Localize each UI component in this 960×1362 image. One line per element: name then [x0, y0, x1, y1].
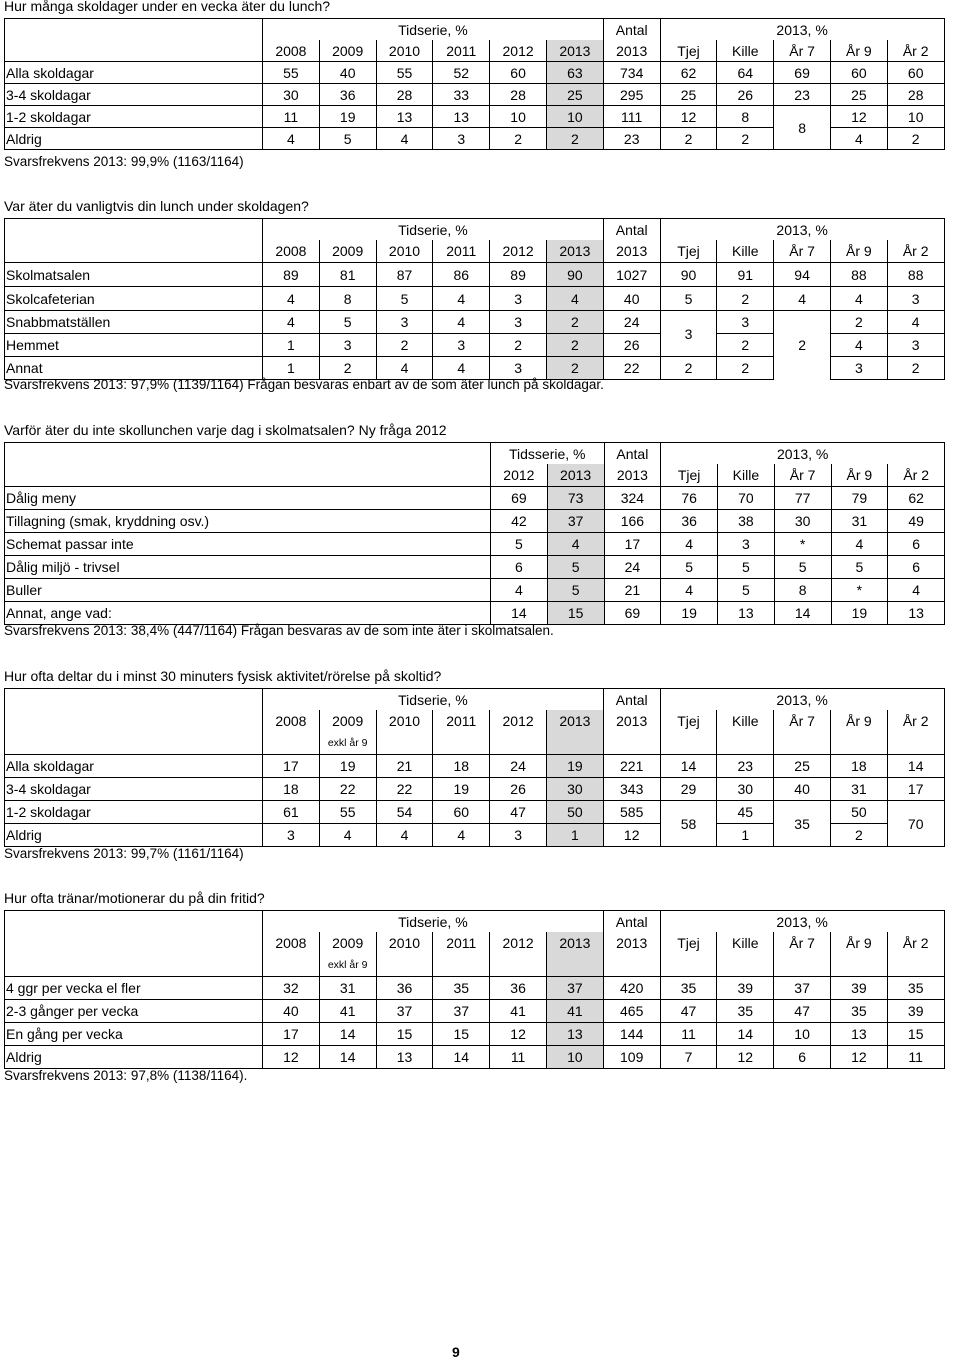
header-count: Antal — [603, 19, 660, 41]
header-year: 2013, % — [661, 443, 945, 465]
table-row: Dålig miljö - trivsel 6 5 24 5 5 5 5 6 — [5, 556, 945, 579]
header-series: Tidsserie, % — [491, 443, 605, 465]
table-row: En gång per vecka 17 14 15 15 12 13 144 11 14 10 13 15 — [5, 1023, 945, 1046]
table-row: Schemat passar inte 5 4 17 4 3 * 4 6 — [5, 533, 945, 556]
header-count: Antal — [604, 443, 661, 465]
s3-response-rate: Svarsfrekvens 2013: 38,4% (447/1164) Frågan besvaras av de som inte äter i skolmatsalen. — [4, 623, 554, 638]
table-row: Skolcafeterian 4 8 5 4 3 4 40 5 2 4 4 3 — [5, 287, 945, 311]
header-series: Tidserie, % — [263, 689, 604, 711]
table-row: Aldrig 12 14 13 14 11 10 109 7 12 6 12 11 — [5, 1046, 945, 1069]
s3-table: Tidsserie, % Antal 2013, % 2012 2013 2013 Tjej Kille År 7 År 9 År 2 Dålig meny 69 73 324 76 70 77 79 62 Tillagning (smak, kryddning osv.) 42 37 166 36 38 30 31 49 Schemat passar inte 5 4 17 4 3 * 4 6 Dålig miljö - trivsel 6 5 24 5 5 5 5 6 Buller 4 5 21 4 5 8 * 4 Annat, ange vad: 14 15 69 19 13 14 19 13 — [4, 442, 945, 625]
table-row: 1-2 skoldagar 61 55 54 60 47 50 585 58 45 35 50 70 — [5, 801, 945, 824]
header-year: 2013, % — [660, 689, 944, 711]
header-series: Tidserie, % — [263, 219, 604, 241]
table-row: 3-4 skoldagar 30 36 28 33 28 25 295 25 26 23 25 28 — [5, 84, 945, 106]
table-row: Tillagning (smak, kryddning osv.) 42 37 166 36 38 30 31 49 — [5, 510, 945, 533]
table-row: Dålig meny 69 73 324 76 70 77 79 62 — [5, 487, 945, 510]
s2-table: Tidserie, % Antal 2013, % 2008 2009 2010 2011 2012 2013 2013 Tjej Kille År 7 År 9 År 2 Skolmatsalen 89 81 87 86 89 90 1027 90 91 94 88 88 Skolcafeterian 4 8 5 4 3 4 40 5 2 4 4 3 Snabbmatställen 4 5 3 4 3 2 24 3 3 2 2 4 Hemmet 1 3 2 3 2 2 26 2 4 3 Annat 1 2 4 4 3 2 22 2 2 3 2 — [4, 218, 945, 380]
header-count: Antal — [603, 911, 660, 933]
table-row: Alla skoldagar 55 40 55 52 60 63 734 62 64 69 60 60 — [5, 62, 945, 84]
s2-response-rate: Svarsfrekvens 2013: 97,9% (1139/1164) Frågan besvaras enbart av de som äter lunch på skoldagar. — [4, 377, 604, 392]
table-row: Aldrig 3 4 4 4 3 1 12 1 2 — [5, 824, 945, 847]
excl-year9-note: exkl år 9 — [319, 954, 376, 977]
table-row: Annat, ange vad: 14 15 69 19 13 14 19 13 — [5, 602, 945, 625]
header-series: Tidserie, % — [263, 19, 604, 41]
table-row: Annat 1 2 4 4 3 2 22 2 2 3 2 — [5, 357, 945, 380]
table-row: 2-3 gånger per vecka 40 41 37 37 41 41 465 47 35 47 35 39 — [5, 1000, 945, 1023]
table-row: Aldrig 4 5 4 3 2 2 23 2 2 4 2 — [5, 128, 945, 150]
header-series: Tidserie, % — [263, 911, 604, 933]
s1-response-rate: Svarsfrekvens 2013: 99,9% (1163/1164) — [4, 154, 244, 169]
excl-year9-note: exkl år 9 — [319, 732, 376, 755]
s2-question: Var äter du vanligtvis din lunch under skoldagen? — [4, 198, 309, 214]
table-row: Buller 4 5 21 4 5 8 * 4 — [5, 579, 945, 602]
table-row: Hemmet 1 3 2 3 2 2 26 2 4 3 — [5, 334, 945, 357]
table-row: Alla skoldagar 17 19 21 18 24 19 221 14 23 25 18 14 — [5, 755, 945, 778]
table-row: Snabbmatställen 4 5 3 4 3 2 24 3 3 2 2 4 — [5, 311, 945, 334]
table-row: Skolmatsalen 89 81 87 86 89 90 1027 90 91 94 88 88 — [5, 263, 945, 287]
s1-table: Tidserie, % Antal 2013, % 2008 2009 2010 2011 2012 2013 2013 Tjej Kille År 7 År 9 År 2 Alla skoldagar 55 40 55 52 60 63 734 62 64 69 60 60 3-4 skoldagar 30 36 28 33 28 25 295 25 26 23 25 28 1-2 skoldagar 11 19 13 13 10 10 111 12 8 8 12 10 Aldrig 4 5 4 3 2 2 23 2 2 4 2 — [4, 18, 945, 150]
header-count: Antal — [603, 689, 660, 711]
s5-table: Tidserie, % Antal 2013, % 2008 2009 2010 2011 2012 2013 2013 Tjej Kille År 7 År 9 År 2 exkl år 9 4 ggr per vecka el fler 32 31 36 35 36 37 420 35 39 37 39 35 2-3 gånger per vecka 40 41 37 37 41 41 465 47 35 47 35 39 En gång per vecka 17 14 15 15 12 13 144 11 14 10 13 15 Aldrig 12 14 13 14 11 10 109 7 12 6 12 11 — [4, 910, 945, 1069]
table-row: 3-4 skoldagar 18 22 22 19 26 30 343 29 30 40 31 17 — [5, 778, 945, 801]
header-year: 2013, % — [660, 219, 944, 241]
header-count: Antal — [603, 219, 660, 241]
s5-response-rate: Svarsfrekvens 2013: 97,8% (1138/1164). — [4, 1068, 248, 1083]
s1-question: Hur många skoldager under en vecka äter du lunch? — [4, 0, 331, 14]
table-row: 1-2 skoldagar 11 19 13 13 10 10 111 12 8 8 12 10 — [5, 106, 945, 128]
header-year: 2013, % — [660, 911, 944, 933]
header-year: 2013, % — [660, 19, 944, 41]
s4-response-rate: Svarsfrekvens 2013: 99,7% (1161/1164) — [4, 846, 244, 861]
s3-question: Varför äter du inte skollunchen varje dag i skolmatsalen? Ny fråga 2012 — [4, 422, 447, 438]
s4-table: Tidserie, % Antal 2013, % 2008 2009 2010 2011 2012 2013 2013 Tjej Kille År 7 År 9 År 2 exkl år 9 Alla skoldagar 17 19 21 18 24 19 221 14 23 25 18 14 3-4 skoldagar 18 22 22 19 26 30 343 29 30 40 31 17 1-2 skoldagar 61 55 54 60 47 50 585 58 45 35 50 70 Aldrig 3 4 4 4 3 1 12 1 2 — [4, 688, 945, 847]
page-number: 9 — [452, 1344, 460, 1360]
s4-question: Hur ofta deltar du i minst 30 minuters fysisk aktivitet/rörelse på skoltid? — [4, 668, 442, 684]
s5-question: Hur ofta tränar/motionerar du på din fritid? — [4, 890, 265, 906]
table-row: 4 ggr per vecka el fler 32 31 36 35 36 37 420 35 39 37 39 35 — [5, 977, 945, 1000]
